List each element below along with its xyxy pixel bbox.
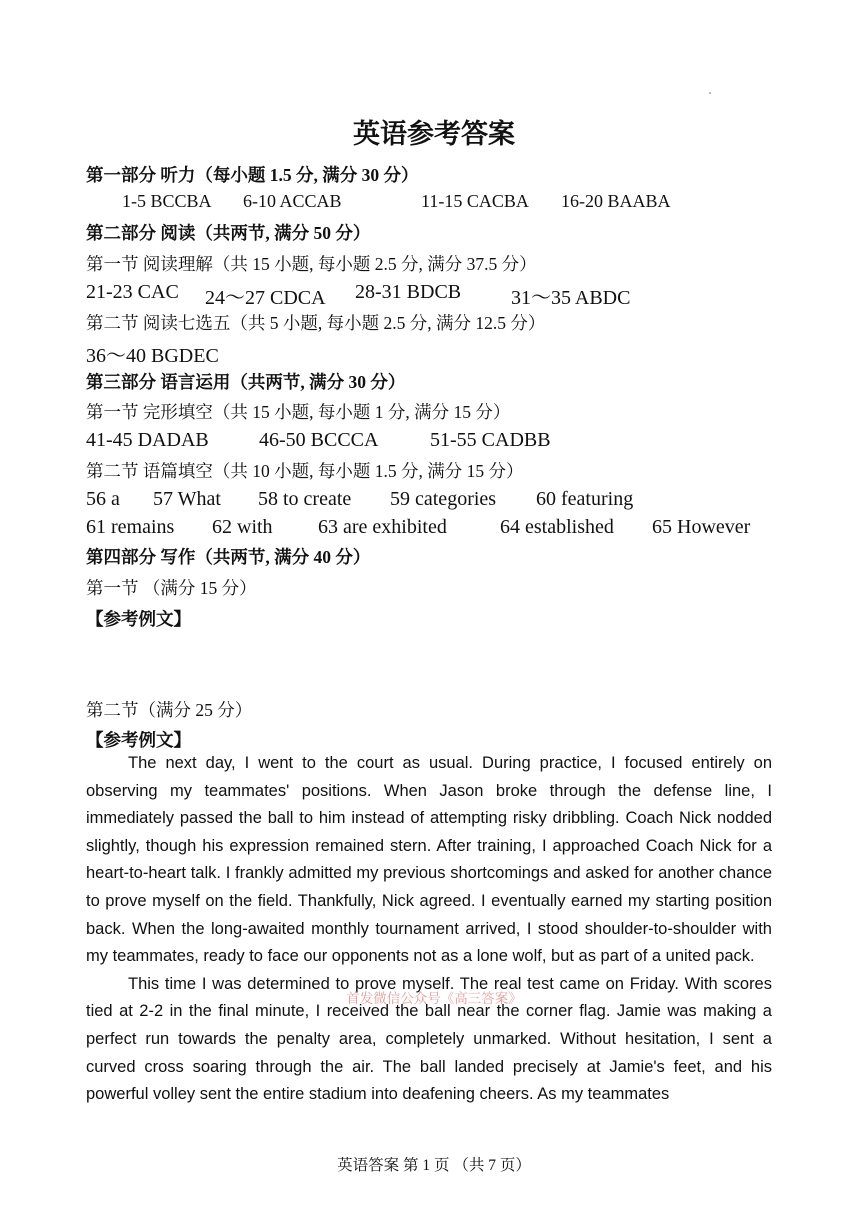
part4-section1-sample-label: 【参考例文】 (86, 609, 191, 629)
answer-group: 1-5 BCCBA (122, 191, 212, 211)
answer-group: 46-50 BCCCA (259, 429, 379, 451)
sample-essay (86, 750, 772, 1109)
answer-group: 21-23 CAC (86, 281, 179, 303)
answer-item: 65 However (652, 516, 751, 538)
answer-group: 16-20 BAABA (561, 191, 671, 211)
page-title: 英语参考答案 (353, 119, 515, 149)
answer-group: 28-31 BDCB (355, 281, 462, 303)
part3-section2-answers-row1 (0, 488, 868, 514)
part4-section2-heading: 第二节（满分 25 分） (86, 700, 253, 720)
watermark-text: 首发微信公众号《高三答案》 (346, 991, 522, 1006)
page-footer: 英语答案 第 1 页 （共 7 页） (337, 1157, 531, 1174)
answer-item: 57 What (153, 488, 221, 510)
answer-item: 59 categories (390, 488, 497, 510)
answer-group: 41-45 DADAB (86, 429, 209, 451)
part2-heading: 第二部分 阅读（共两节, 满分 50 分） (86, 223, 371, 243)
part4-section1-heading: 第一节 （满分 15 分） (86, 578, 257, 598)
part4-heading: 第四部分 写作（共两节, 满分 40 分） (86, 547, 371, 567)
answer-item: 63 are exhibited (318, 516, 447, 538)
part1-heading: 第一部分 听力（每小题 1.5 分, 满分 30 分） (86, 165, 419, 185)
part2-section2-answers (0, 339, 868, 365)
answer-group: 11-15 CACBA (421, 191, 529, 211)
answer-group: 36～40 BGDEC (86, 345, 219, 367)
answer-group: 31～35 ABDC (511, 287, 631, 309)
part3-section2-heading: 第二节 语篇填空（共 10 小题, 每小题 1.5 分, 满分 15 分） (86, 461, 524, 481)
answer-group: 24～27 CDCA (205, 287, 326, 309)
part3-heading: 第三部分 语言运用（共两节, 满分 30 分） (86, 372, 406, 392)
essay-paragraph: The next day, I went to the court as usual. During practice, I focused entirely on observing my teammates' positions. When Jason broke through the defense line, I immediately passed the ball to him instead of attempting risky dribbling. Coach Nick nodded slightly, though his expression remained stern. After training, I approached Coach Nick for a heart-to-heart talk. I frankly admitted my previous shortcomings and asked for another chance to prove myself on the field. Thankfully, Nick agreed. I eventually earned my starting position back. When the long-awaited monthly tournament arrived, I stood shoulder-to-shoulder with my teammates, ready to face our opponents not as a lone wolf, but as part of a united pack. (86, 754, 772, 966)
part4-section2-sample-label: 【参考例文】 (86, 730, 191, 750)
answer-item: 64 established (500, 516, 614, 538)
answer-item: 58 to create (258, 488, 352, 510)
answer-item: 62 with (212, 516, 273, 538)
part2-section2-heading: 第二节 阅读七选五（共 5 小题, 每小题 2.5 分, 满分 12.5 分） (86, 313, 546, 333)
part2-section1-answers (0, 281, 868, 307)
part3-section1-answers (0, 429, 868, 455)
answer-item: 56 a (86, 488, 120, 510)
answer-item: 60 featuring (536, 488, 634, 510)
answer-group: 6-10 ACCAB (243, 191, 342, 211)
part3-section1-heading: 第一节 完形填空（共 15 小题, 每小题 1 分, 满分 15 分） (86, 402, 511, 422)
answer-group: 51-55 CADBB (430, 429, 551, 451)
scan-speck (709, 92, 711, 94)
answer-item: 61 remains (86, 516, 175, 538)
part3-section2-answers-row2 (0, 516, 868, 542)
part2-section1-heading: 第一节 阅读理解（共 15 小题, 每小题 2.5 分, 满分 37.5 分） (86, 254, 537, 274)
essay-paragraph: This time I was determined to prove myself. The real test came on Friday. With scores tied at 2-2 in the final minute, I received the ball near the corner flag. Jamie was making a perfect run towards the penalty area, completely unmarked. Without hesitation, I sent a curved cross soaring through the air. The ball landed precisely at Jamie's feet, and his powerful volley sent the entire stadium into deafening cheers. As my teammates (86, 974, 772, 1104)
part1-answers (0, 191, 868, 217)
